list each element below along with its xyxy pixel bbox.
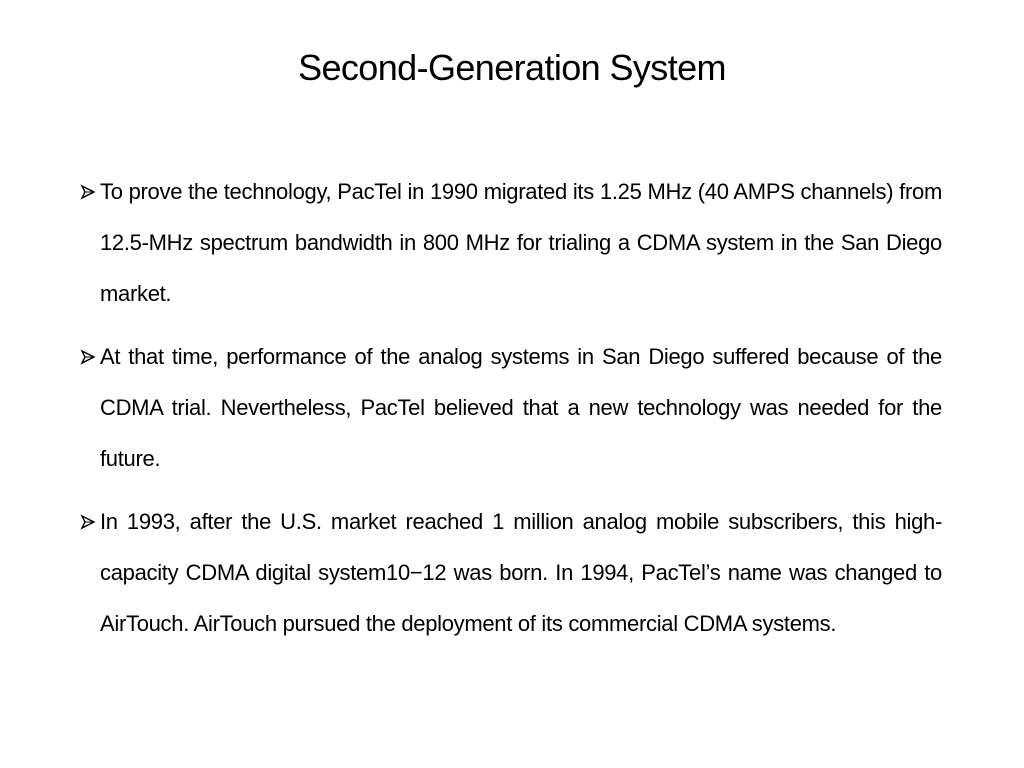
bullet-text: To prove the technology, PacTel in 1990 migrated its 1.25 MHz (40 AMPS channels) from 12.5-MHz spectrum bandwidth in 800 MHz for trialing a CDMA system in the San Diego market. <box>100 179 942 306</box>
slide-title: Second-Generation System <box>298 47 726 88</box>
bullet-list <box>80 166 942 661</box>
bullet-item <box>80 331 942 484</box>
arrow-bullet-icon <box>80 331 100 382</box>
bullet-text: At that time, performance of the analog systems in San Diego suffered because of the CDMA trial. Nevertheless, PacTel believed that a new technology was needed for the future. <box>100 344 942 471</box>
bullet-text: In 1993, after the U.S. market reached 1 million analog mobile subscribers, this high-capacity CDMA digital system10−12 was born. In 1994, PacTel’s name was changed to AirTouch. AirTouch pursued the deployment of its commercial CDMA systems. <box>100 509 942 636</box>
arrow-bullet-icon <box>80 496 100 547</box>
bullet-item <box>80 496 942 649</box>
bullet-item <box>80 166 942 319</box>
arrow-bullet-icon <box>80 166 100 217</box>
